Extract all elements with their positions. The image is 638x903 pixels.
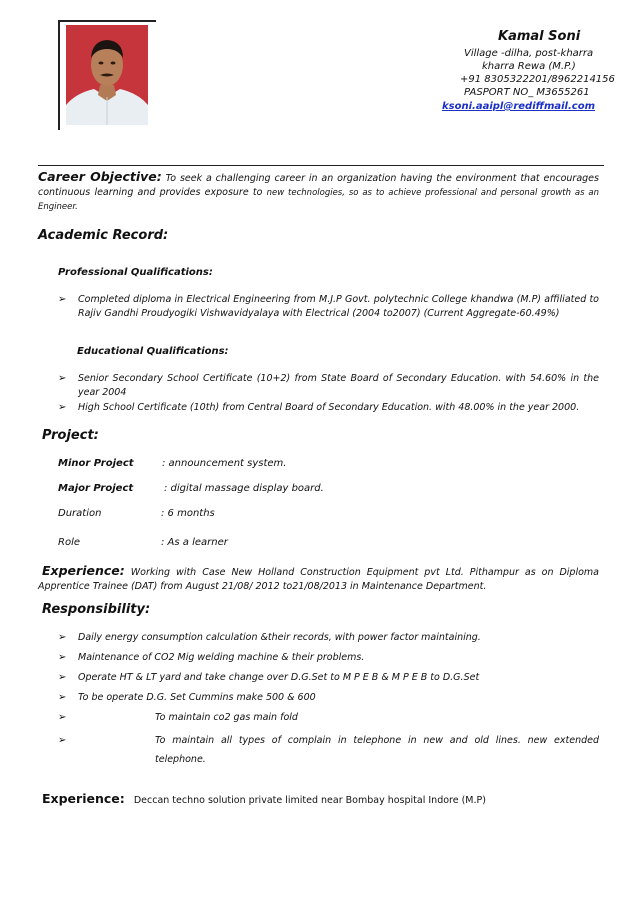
list-item: [58, 671, 599, 685]
career-objective-text-1: To seek a challenging career in an organization having the environment that encourages continuous learning and provides exposure to: [38, 173, 599, 198]
bullet-arrow-icon: ➢: [58, 632, 67, 643]
bullet-arrow-icon: ➢: [58, 402, 67, 413]
passport-number: PASPORT NO_ M3655261: [464, 87, 590, 98]
bullet-arrow-icon: ➢: [58, 373, 67, 384]
list-item: [58, 372, 599, 400]
bullet-arrow-icon: ➢: [58, 652, 67, 663]
responsibility-text: Operate HT & LT yard and take change over D.G.Set to M P E B & M P E B to D.G.Set: [78, 672, 480, 683]
candidate-name: Kamal Soni: [498, 29, 581, 44]
profile-photo: [66, 25, 148, 125]
academic-record-heading: Academic Record:: [38, 228, 169, 243]
email-prefix: ksoni: [442, 101, 473, 112]
email-domain: .aaipl@rediffmail.com: [472, 101, 596, 112]
career-objective-heading: Career Objective:: [38, 169, 162, 184]
responsibility-text: To be operate D.G. Set Cummins make 500 & 600: [78, 692, 316, 703]
responsibility-text: To maintain co2 gas main fold: [155, 712, 298, 723]
professional-qualification-text: Completed diploma in Electrical Engineering from M.J.P Govt. polytechnic College khandwa (M.P) affiliated to Rajiv Gandhi Proudyogiki Vishwavidyalaya with Electrical (2004 to2007) (Current Aggregate-60.49%): [78, 294, 599, 319]
responsibility-text: To maintain all types of complain in telephone in new and old lines. new extended telephone.: [155, 735, 599, 765]
project-row-value: : As a learner: [161, 537, 228, 548]
responsibility-text: Maintenance of CO2 Mig welding machine & their problems.: [78, 652, 365, 663]
experience-heading: Experience:: [42, 563, 125, 578]
experience-text-2: Deccan techno solution private limited near Bombay hospital Indore (M.P): [133, 795, 486, 806]
educational-qualification-text: Senior Secondary School Certificate (10+2) from State Board of Secondary Education. with 54.60% in the year 2004: [78, 373, 599, 398]
experience-text: Working with Case New Holland Construction Equipment pvt Ltd. Pithampur as on Diploma Apprentice Trainee (DAT) from August 21/08/ 2012 to21/08/2013 in Maintenance Department.: [38, 567, 599, 592]
list-item: [58, 401, 599, 415]
bullet-arrow-icon: ➢: [58, 294, 67, 305]
experience-heading-2: Experience:: [42, 791, 125, 806]
frame-top-line: [58, 20, 156, 22]
address-line-1: Village -dilha, post-kharra: [464, 48, 594, 59]
professional-qualifications-heading: Professional Qualifications:: [58, 267, 213, 278]
bullet-arrow-icon: ➢: [58, 692, 67, 703]
project-row-label: Role: [58, 537, 80, 548]
project-row-value: : announcement system.: [162, 458, 287, 469]
list-item: [58, 651, 599, 665]
list-item: [58, 691, 599, 705]
responsibility-heading: Responsibility:: [42, 602, 151, 617]
project-row-label: Major Project: [58, 483, 134, 494]
address-line-2: kharra Rewa (M.P.): [482, 61, 576, 72]
email-link[interactable]: [442, 100, 595, 114]
project-row-value: : 6 months: [161, 508, 215, 519]
frame-left-line: [58, 20, 60, 130]
experience-section-2: [42, 788, 486, 807]
career-objective-text-2: new technologies, so as to achieve professional and personal growth as an Engineer.: [38, 188, 599, 212]
list-item: [58, 731, 599, 769]
portrait-illustration: [66, 25, 148, 125]
photo-frame: [58, 20, 156, 130]
project-row-label: Duration: [58, 508, 102, 519]
project-row-value: : digital massage display board.: [164, 483, 324, 494]
educational-qualifications-heading: Educational Qualifications:: [77, 346, 229, 357]
educational-qualification-text: High School Certificate (10th) from Central Board of Secondary Education. with 48.00% in the year 2000.: [78, 402, 580, 413]
list-item: [58, 631, 599, 645]
list-item: [58, 293, 599, 321]
phone-number: +91 8305322201/8962214156: [460, 74, 615, 85]
responsibility-text: Daily energy consumption calculation &their records, with power factor maintaining.: [78, 632, 481, 643]
bullet-arrow-icon: ➢: [58, 712, 67, 723]
career-objective: [38, 170, 599, 214]
list-item: [58, 711, 599, 725]
project-row-label: Minor Project: [58, 458, 134, 469]
bullet-arrow-icon: ➢: [58, 735, 67, 746]
header-divider: [38, 165, 604, 166]
project-heading: Project:: [42, 428, 99, 443]
bullet-arrow-icon: ➢: [58, 672, 67, 683]
experience-section: [38, 564, 599, 594]
